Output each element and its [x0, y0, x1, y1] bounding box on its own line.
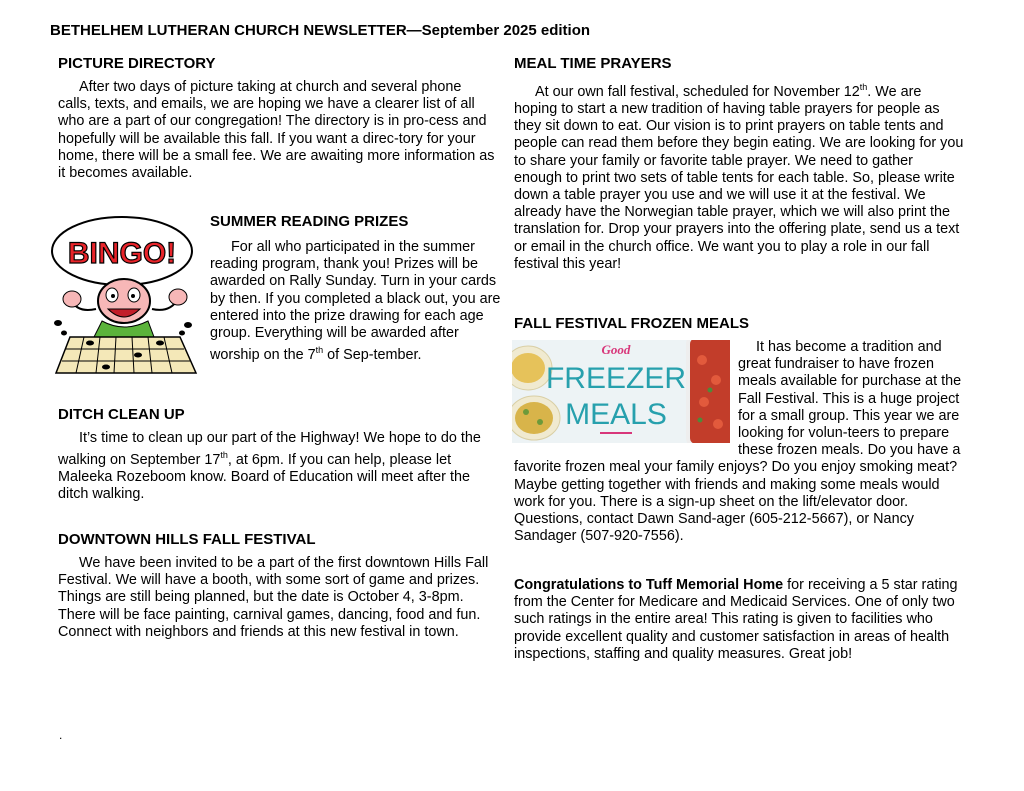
downtown-festival-heading: DOWNTOWN HILLS FALL FESTIVAL: [58, 531, 316, 548]
summer-reading-heading: SUMMER READING PRIZES: [210, 213, 409, 230]
summer-reading-body: For all who participated in the summer reading program, thank you! Prizes will be awarded on Rally Sunday. Turn in your cards by then. If you completed a black out, you are entered into the prize drawing for each age group. Everything will be awarded after worship on the 7th of Sep-tember.: [210, 239, 501, 364]
picture-directory-body: After two days of picture taking at church and several phone calls, texts, and emails, we are hoping we have a clearer list of all who are a part of our congregation! The directory is in pro-cess and hopefully will be available this fall. If you want a direc-tory for your home, there will be a small fee. We are awaiting more information as it becomes available.: [58, 79, 495, 182]
meals-text: MEALS: [565, 398, 667, 431]
frozen-meals-section: [514, 315, 964, 545]
meal-prayers-section: [514, 55, 964, 273]
freezer-text: FREEZER: [545, 362, 687, 395]
summer-reading-section: [210, 213, 502, 364]
bingo-text: BINGO!: [67, 237, 177, 270]
ditch-cleanup-heading: DITCH CLEAN UP: [58, 406, 185, 423]
ditch-cleanup-body: It’s time to clean up our part of the Highway! We hope to do the walking on September 17th, at 6pm. If you can help, please let Maleeka Rozeboom know. Board of Education will meet after the ditch walking.: [58, 430, 481, 503]
downtown-festival-section: [58, 531, 498, 641]
meal-prayers-heading: MEAL TIME PRAYERS: [514, 55, 672, 72]
downtown-festival-body: We have been invited to be a part of the first downtown Hills Fall Festival. We will have a booth, with some sort of game and prizes. Things are still being planned, but the date is October 4, 3-8pm. There will be face painting, carnival games, dancing, food and fun. Connect with neighbors and friends at this new festival in town.: [58, 555, 489, 640]
congrats-body: Congratulations to Tuff Memorial Home for receiving a 5 star rating from the Center for Medicare and Medicaid Services. One of only two such ratings in the entire area! This rating is given to facilities who provide excellent quality and customer satisfaction in areas of health inspections, staffing and quality measures. Great job!: [514, 577, 958, 662]
ditch-cleanup-section: [58, 406, 498, 504]
congrats-bold: Congratulations to Tuff Memorial Home: [514, 577, 784, 593]
meal-prayers-body: At our own fall festival, scheduled for November 12th. We are hoping to start a new tradition of having table prayers for people as they sit down to eat. Our vision is to print prayers on table tents and people can read them before they begin eating. We are looking for you to share your family or favorite table prayer. We need to gather enough to print two sets of table tents for each table. So, please write down a table prayer you use and we will use it at the festival. We already have the Norwegian table prayer, which we will also print the translation for. Drop your prayers into the offering plate, send us a text or email in the church office. We want you to play a role in our fall festival this year!: [514, 82, 964, 272]
bingo-cartoon-image: [50, 213, 198, 375]
picture-directory-heading: PICTURE DIRECTORY: [58, 55, 216, 72]
good-text: Good: [601, 342, 631, 357]
footer-mark: .: [59, 728, 63, 742]
freezer-meals-image: [512, 340, 730, 443]
congrats-section: [514, 577, 964, 663]
frozen-meals-heading: FALL FESTIVAL FROZEN MEALS: [514, 315, 750, 332]
picture-directory-section: [58, 55, 498, 182]
frozen-meals-body: It has become a tradition and great fundraiser to have frozen meals available for purchase at the Fall Festival. This is a huge project for a small group. This year we are looking for volun-teers to prepare these frozen meals. Do you have a favorite frozen meal your family enjoys? Do you enjoy smoking meat? Maybe getting together with friends and making some meals would work for you. There is a sign-up sheet on the lift/elevator door. Questions, contact Dawn Sand-ager (605-212-5667), or Nancy Sandager (507-920-7556).: [514, 339, 962, 545]
newsletter-title: BETHELHEM LUTHERAN CHURCH NEWSLETTER—September 2025 edition: [50, 22, 591, 39]
